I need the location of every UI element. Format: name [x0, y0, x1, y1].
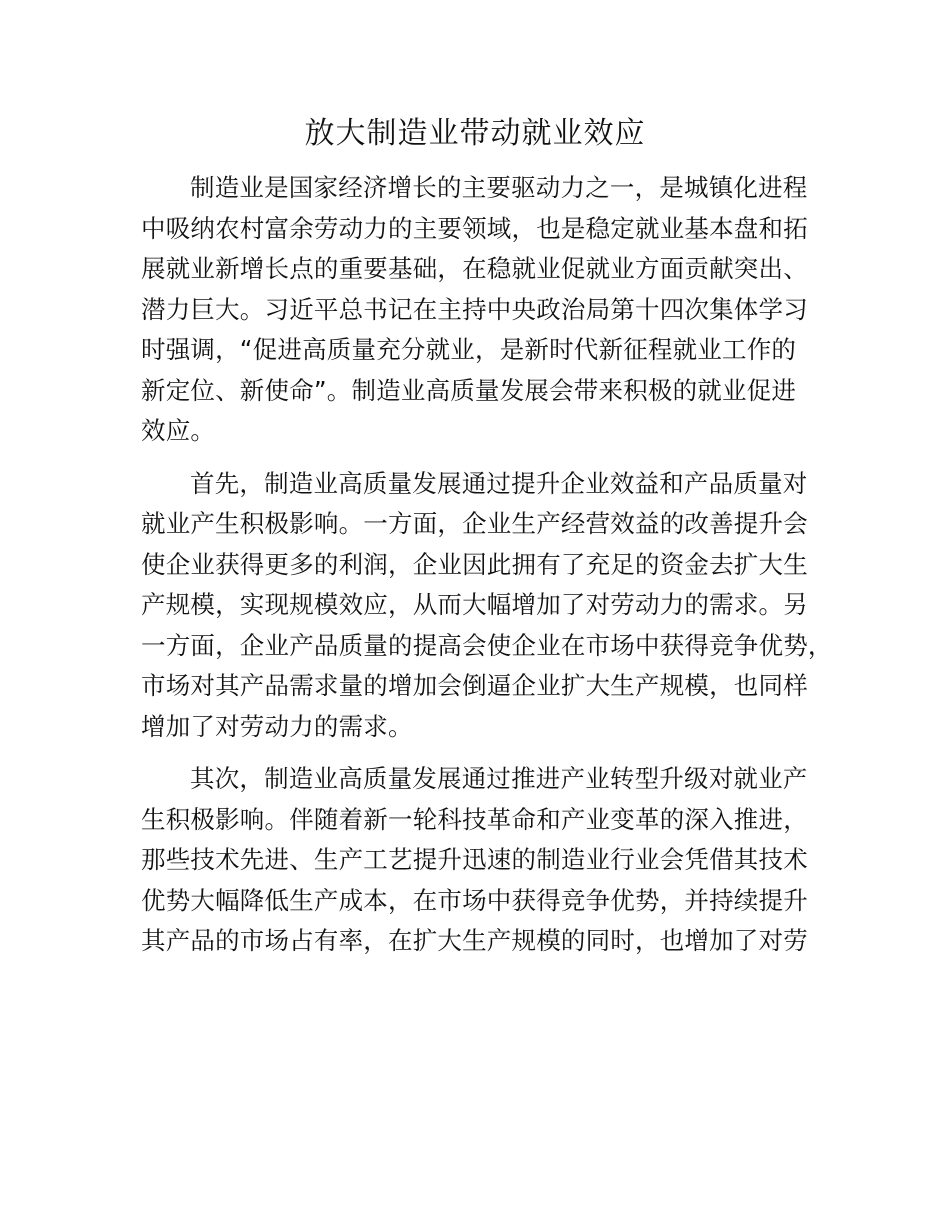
document-title: 放大制造业带动就业效应 — [304, 116, 646, 151]
text-line: 市场对其产品需求量的增加会倒逼企业扩大生产规模，也同样 — [141, 671, 808, 700]
text-line: 新定位、新使命”。制造业高质量发展会带来积极的就业促进 — [141, 375, 797, 405]
text-line: 使企业获得更多的利润，企业因此拥有了充足的资金去扩大生 — [141, 549, 808, 579]
text-line: 时强调，“促进高质量充分就业，是新时代新征程就业工作的 — [141, 335, 797, 364]
text-line: 其次，制造业高质量发展通过推进产业转型升级对就业产 — [190, 764, 808, 793]
paragraph-1 — [141, 168, 841, 452]
paragraph-2 — [141, 464, 841, 748]
text-line: 效应。 — [141, 416, 216, 445]
text-line: 增加了对劳动力的需求。 — [141, 711, 413, 741]
text-line: 展就业新增长点的重要基础，在稳就业促就业方面贡献突出、 — [141, 254, 808, 283]
text-line: 首先，制造业高质量发展通过提升企业效益和产品质量对 — [190, 468, 808, 498]
text-line: 制造业是国家经济增长的主要驱动力之一，是城镇化进程 — [190, 173, 808, 202]
text-line: 优势大幅降低生产成本，在市场中获得竞争优势，并持续提升 — [141, 885, 808, 915]
text-line: 生积极影响。伴随着新一轮科技革命和产业变革的深入推进， — [141, 804, 808, 834]
text-line: 一方面，企业产品质量的提高会使企业在市场中获得竞争优势， — [141, 630, 833, 660]
text-line: 潜力巨大。习近平总书记在主持中央政治局第十四次集体学习 — [141, 294, 808, 324]
text-line: 那些技术先进、生产工艺提升迅速的制造业行业会凭借其技术 — [141, 845, 808, 874]
paragraph-3 — [141, 759, 841, 962]
text-line: 就业产生积极影响。一方面，企业生产经营效益的改善提升会 — [141, 509, 808, 538]
text-line: 产规模，实现规模效应，从而大幅增加了对劳动力的需求。另 — [141, 590, 808, 619]
text-line: 其产品的市场占有率，在扩大生产规模的同时，也增加了对劳 — [141, 926, 808, 955]
text-line: 中吸纳农村富余劳动力的主要领域，也是稳定就业基本盘和拓 — [141, 213, 808, 243]
document-body — [141, 168, 841, 974]
